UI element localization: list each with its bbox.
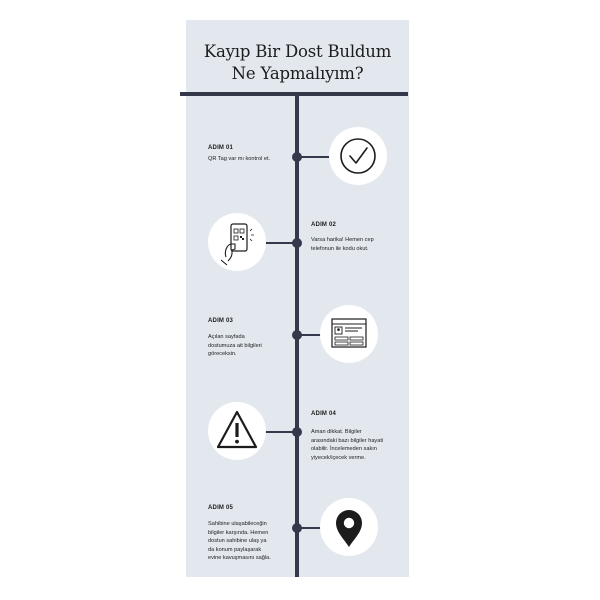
timeline-connector-step-5 [299, 527, 321, 529]
step-5-label: ADIM 05 [208, 505, 234, 511]
phone-qr-scan-icon [208, 213, 266, 271]
title-divider [180, 92, 408, 96]
profile-page-icon [320, 305, 378, 363]
step-3-label: ADIM 03 [208, 318, 234, 324]
location-pin-icon [320, 498, 378, 556]
timeline-connector-step-1 [299, 156, 330, 158]
step-1-label: ADIM 01 [208, 145, 234, 151]
warning-icon [208, 402, 266, 460]
timeline-dot-step-4 [292, 427, 302, 437]
timeline-dot-step-2 [292, 238, 302, 248]
step-2-text: Varsa harika! Hemen cep telefonun ile kodu okut. [311, 237, 374, 252]
step-4-label: ADIM 04 [311, 411, 337, 417]
timeline-connector-step-4 [265, 431, 293, 433]
step-4-text: Aman dikkat. Bilgiler arasındaki bazı bilgiler hayati olabilir. İncelemeden sakın yiyecek/içecek verme. [311, 429, 384, 461]
step-5-text: Sahibine ulaşabileceğin bilgiler karşında. Hemen dostun sahibine ulaş ya da konum paylaşarak evine kavuşmasını sağla. [208, 521, 271, 562]
poster-title-line1: Kayıp Bir Dost Buldum [203, 42, 392, 61]
step-3-text: Açılan sayfada dostumuza ait bilgileri göreceksin. [208, 334, 262, 358]
timeline-connector-step-3 [299, 334, 321, 336]
checkmark-icon [329, 127, 387, 185]
poster-title-line2: Ne Yapmalıyım? [231, 64, 364, 83]
timeline-connector-step-2 [265, 242, 293, 244]
step-2-label: ADIM 02 [311, 222, 337, 228]
step-1-text: QR Tag var mı kontrol et. [208, 156, 271, 162]
